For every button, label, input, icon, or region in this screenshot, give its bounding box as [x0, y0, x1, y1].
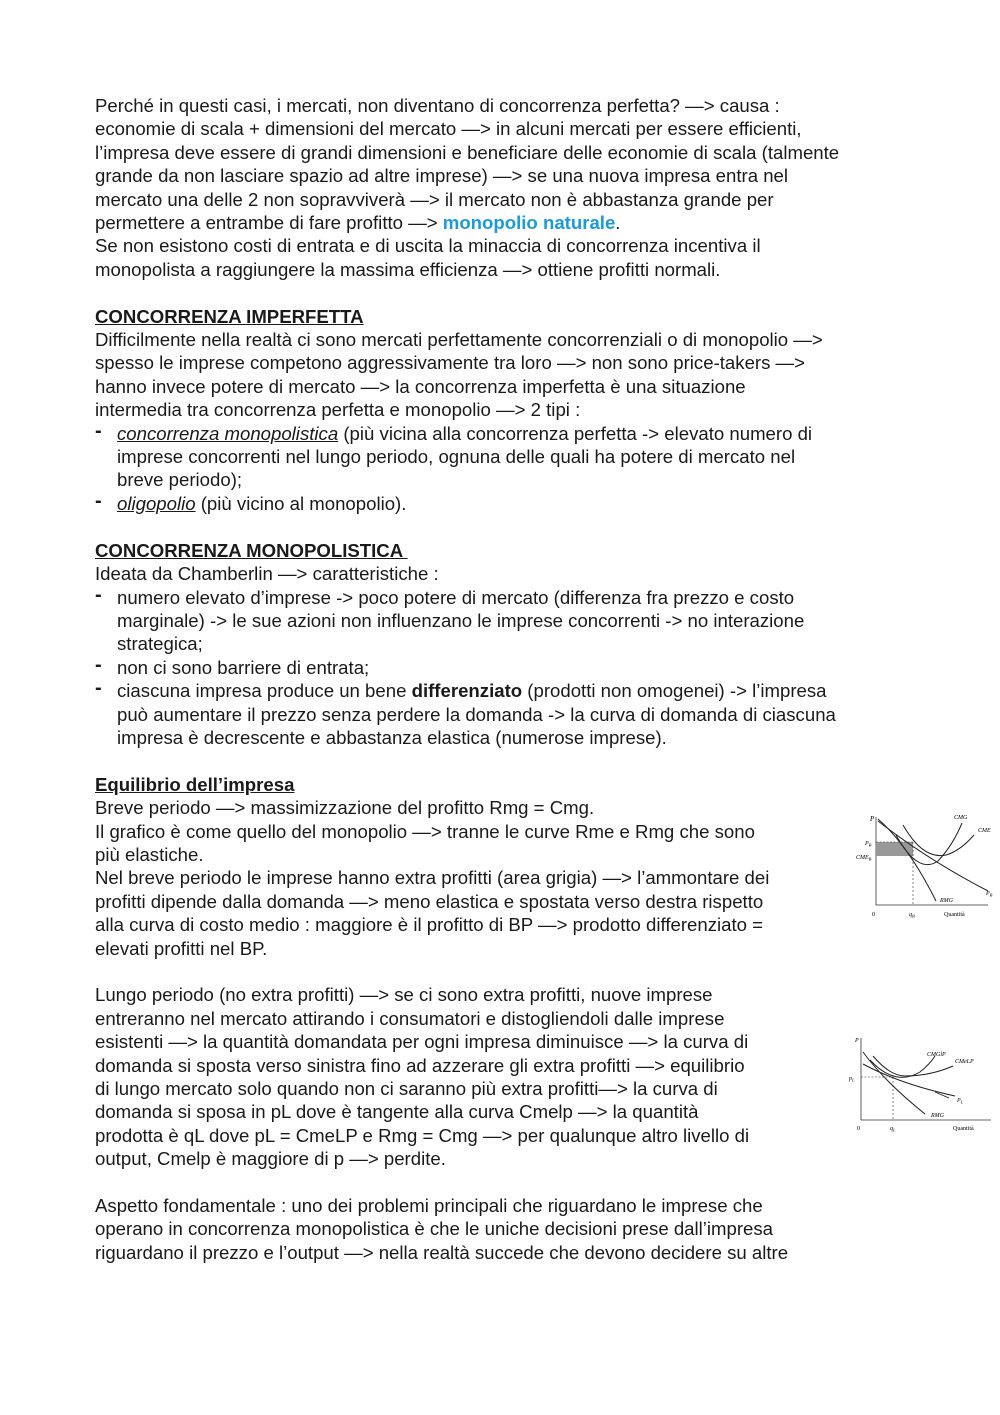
- text-line: alla curva di costo medio : maggiore è il profitto di BP —> prodotto differenziato =: [95, 914, 764, 936]
- text-line: prodotta è qL dove pL = CmeLP e Rmg = Cmg —> per qualunque altro livello di: [95, 1124, 750, 1146]
- profit-area: [876, 842, 913, 856]
- pb-curve-label: $P_B$: [986, 891, 993, 898]
- text-line: [95, 211, 925, 234]
- text-line: esistenti —> la quantità domandata per ogni impresa diminuisce —> la curva di: [95, 1031, 749, 1053]
- y-axis-label: P: [870, 815, 875, 823]
- text-line: impresa è decrescente e abbastanza elastica (numerose imprese).: [117, 726, 667, 748]
- text-line: economie di scala + dimensioni del mercato —> in alcuni mercati per essere efficienti,: [95, 118, 802, 140]
- text-segment: (più vicino al monopolio).: [195, 492, 407, 514]
- text-line: output, Cmelp è maggiore di p —> perdite.: [95, 1148, 446, 1170]
- pb-label: $P_B$: [865, 841, 872, 848]
- text-line: domanda si sposta verso sinistra fino ad azzerare gli extra profitti —> equilibrio: [95, 1054, 745, 1076]
- bullet-item: [95, 653, 925, 679]
- text-line: di lungo mercato solo quando non ci saranno più extra profitti—> la curva di: [95, 1078, 718, 1099]
- long-run-graph: [845, 1032, 995, 1137]
- text-line: entreranno nel mercato attirando i consumatori e distogliendoli dalle imprese: [95, 1007, 725, 1029]
- text-line: Aspetto fondamentale : uno dei problemi principali che riguardano le imprese che: [95, 1195, 763, 1217]
- cmglp-label: CMGlP: [927, 1052, 946, 1058]
- text-line: più elastiche.: [95, 843, 204, 865]
- text-segment: (prodotti non omogenei) -> l’impresa: [522, 680, 827, 702]
- text-line: può aumentare il prezzo senza perdere la domanda -> la curva di domanda di ciascuna: [117, 703, 836, 725]
- origin-label: 0: [872, 912, 875, 918]
- text-line: strategica;: [117, 633, 203, 655]
- text-line: elevati profitti nel BP.: [95, 937, 268, 959]
- term: concorrenza monopolistica: [117, 422, 339, 444]
- text-line: breve periodo);: [117, 469, 243, 491]
- bold-term: differenziato: [411, 680, 523, 702]
- rmg-label: RMG: [931, 1113, 944, 1119]
- bullet-dash: -: [95, 653, 102, 676]
- text-line: Se non esistono costi di entrata e di uscita la minaccia di concorrenza incentiva il: [95, 235, 761, 257]
- cmelp-label: CMeLP: [955, 1059, 974, 1065]
- x-axis-label: Quantità: [953, 1126, 974, 1132]
- bullet-item: [95, 419, 925, 492]
- subsection-heading: Equilibrio dell’impresa: [95, 773, 295, 795]
- bullet-dash: -: [95, 677, 102, 700]
- text-line: operano in concorrenza monopolistica è che le uniche decisioni prese dall’impresa: [95, 1218, 774, 1240]
- text-line: monopolista a raggiungere la massima efficienza —> ottiene profitti normali.: [95, 258, 721, 280]
- text-line: imprese concorrenti nel lungo periodo, ognuna delle quali ha potere di mercato nel: [117, 446, 796, 468]
- rmg-label: RMG: [940, 898, 953, 904]
- text-line: profitti dipende dalla domanda —> meno elastica e spostata verso destra rispetto: [95, 890, 764, 912]
- text-line: riguardano il prezzo e l’output —> nella realtà succede che devono decidere su altre: [95, 1241, 789, 1263]
- pl-label: $p_L$: [849, 1076, 855, 1083]
- text-line: l’impresa deve essere di grandi dimensioni e beneficiare delle economie di scala (talmente: [95, 141, 840, 163]
- bullet-dash: -: [95, 489, 102, 512]
- bullet-dash: -: [95, 583, 102, 606]
- text-line: Difficilmente nella realtà ci sono mercati perfettamente concorrenziali o di monopolio —>: [95, 329, 823, 351]
- text-line: domanda si sposa in pL dove è tangente alla curva Cmelp —> la quantità: [95, 1101, 699, 1123]
- text-line: intermedia tra concorrenza perfetta e monopolio —> 2 tipi :: [95, 399, 581, 421]
- text-line: mercato una delle 2 non sopravviverà —> il mercato non è abbastanza grande per: [95, 188, 774, 210]
- text-line: Perché in questi casi, i mercati, non diventano di concorrenza perfetta? —> causa :: [95, 95, 780, 116]
- bullet-item: [95, 489, 925, 515]
- rmg-curve: [863, 1052, 925, 1114]
- text-line: Nel breve periodo le imprese hanno extra profitti (area grigia) —> l’ammontare dei: [95, 867, 770, 889]
- text-line: Breve periodo —> massimizzazione del profitto Rmg = Cmg.: [95, 797, 595, 819]
- document-page: [95, 94, 925, 1264]
- cmg-label: CMG: [954, 815, 968, 821]
- long-run-equilibrium-figure: [845, 1032, 995, 1137]
- section-heading: CONCORRENZA MONOPOLISTICA: [95, 539, 408, 561]
- text-line: hanno invece potere di mercato —> la concorrenza imperfetta è una situazione: [95, 375, 746, 397]
- cme-curve: [903, 825, 974, 856]
- text-line: Il grafico è come quello del monopolio —> tranne le curve Rme e Rmg che sono: [95, 820, 755, 842]
- bullet-item: [95, 679, 925, 749]
- short-run-graph: [848, 805, 996, 920]
- qb-label: $q_B$: [909, 912, 915, 919]
- text-segment: permettere a entrambe di fare profitto —>: [95, 212, 443, 234]
- bullet-item: [95, 583, 925, 656]
- origin-label: 0: [857, 1126, 860, 1132]
- ql-label: $q_L$: [890, 1126, 896, 1133]
- text-line: marginale) -> le sue azioni non influenzano le imprese concorrenti -> no interazione: [117, 609, 805, 631]
- highlight-term: monopolio naturale: [442, 212, 616, 234]
- cme-label: CME: [978, 828, 991, 834]
- text-line: Lungo periodo (no extra profitti) —> se ci sono extra profitti, nuove imprese: [95, 984, 713, 1006]
- text-line: spesso le imprese competono aggressivamente tra loro —> non sono price-takers —>: [95, 352, 806, 374]
- text-line: grande da non lasciare spazio ad altre imprese) —> se una nuova impresa entra nel: [95, 165, 789, 187]
- bullet-dash: -: [95, 419, 102, 442]
- pl-curve-label: $P_L$: [957, 1098, 964, 1105]
- short-run-equilibrium-figure: [848, 805, 996, 920]
- section-heading: CONCORRENZA IMPERFETTA: [95, 305, 364, 327]
- text-segment: ciascuna impresa produce un bene: [117, 680, 412, 702]
- text-segment: (più vicina alla concorrenza perfetta -> elevato numero di: [338, 422, 813, 444]
- text-line: numero elevato d’imprese -> poco potere di mercato (differenza fra prezzo e costo: [117, 586, 795, 608]
- text-line: non ci sono barriere di entrata;: [117, 656, 370, 678]
- cmeb-label: $CME_B$: [856, 855, 872, 862]
- text-line: Ideata da Chamberlin —> caratteristiche :: [95, 563, 439, 585]
- text-segment: .: [615, 212, 621, 234]
- term: oligopolio: [117, 492, 196, 514]
- x-axis-label: Quantità: [944, 912, 965, 918]
- y-axis-label: P: [855, 1038, 859, 1044]
